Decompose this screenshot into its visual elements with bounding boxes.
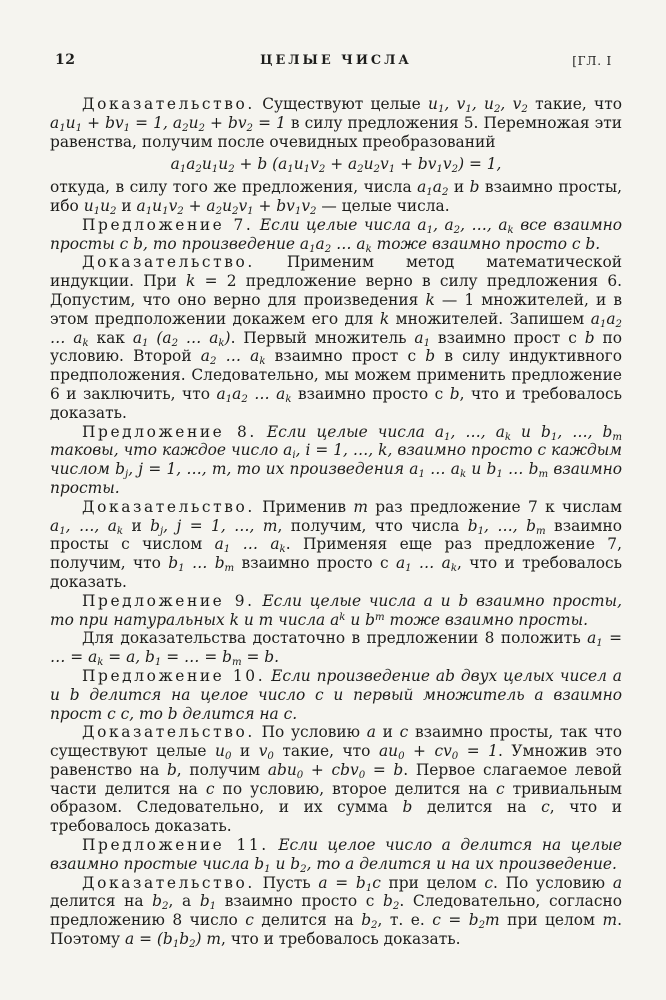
text-run: взаимно прост с — [265, 347, 426, 366]
text-run: k — [186, 272, 196, 291]
text-run: $a_2$ … $a_k$ — [200, 347, 266, 368]
text-run: c — [484, 873, 494, 892]
text-run: . Поэтому — [50, 911, 622, 949]
text-run: Применим метод математической индукции. При — [50, 253, 622, 291]
text-run: — 1 множителей, и в этом предположении докажем его для — [50, 290, 623, 328]
text-run: и — [448, 178, 470, 197]
heading-run: Предложение 9. — [82, 591, 255, 610]
text-run: $a_1$ … $a_k$ — [214, 535, 286, 556]
text-run: , что и требовалось доказать. — [50, 554, 623, 591]
heading-run: Предложение 7. — [82, 215, 254, 234]
text-run: m — [602, 911, 618, 930]
text-run: $b_1$, …, $b_m$ — [467, 516, 546, 537]
paragraph — [50, 629, 622, 667]
text-run: множителей. Запишем — [389, 309, 591, 328]
text-run: $a_1a_2u_1u_2 + b$ $(a_1u_1v_2 + a_2u_2v_1 + bv_1v_2) = 1$, — [170, 155, 502, 176]
text-run: при целом — [380, 873, 485, 892]
heading-run: Доказательство. — [82, 723, 255, 742]
text-run: делится на — [50, 892, 153, 911]
text-run: c — [205, 779, 215, 798]
text-run: abu$_0$ + cbv$_0$ = b — [267, 760, 404, 781]
text-run: при целом — [499, 911, 603, 930]
text-run: $a_1u_1v_2 + a_2u_2v_1 + bv_1v_2$ — [136, 196, 317, 217]
text-run: и — [375, 723, 400, 742]
paragraph — [50, 253, 622, 422]
text-run: . Первое слагаемое левой части делится на — [50, 760, 622, 798]
heading-run: Доказательство. — [82, 95, 255, 113]
text-run: — целые числа. — [316, 196, 450, 215]
text-run: взаимно просты, так что существуют целые — [50, 723, 622, 761]
text-run: . Первый множитель — [230, 328, 415, 347]
text-run: $a = (b_1b_2)$ m — [125, 930, 222, 950]
text-run: , что и требовалось доказать. — [50, 798, 623, 836]
text-run: Пусть — [254, 873, 319, 892]
text-run: в силу индуктивного предположения. Следовательно, мы можем применить предложение 6 и заключить, что — [50, 347, 623, 403]
text-run: тривиальным образом. Следовательно, и их сумма — [50, 779, 622, 817]
chapter-mark: [ГЛ. I — [572, 54, 612, 68]
text-run: взаимно просты, ибо — [50, 178, 623, 215]
text-run: , что и требовалось доказать. — [50, 384, 622, 422]
text-run: c — [495, 779, 505, 798]
text-run: $b_2$ — [361, 911, 378, 932]
text-run: взаимно просто с — [234, 554, 396, 573]
text-run: $a_1$, …, $a_k$ — [50, 516, 124, 537]
text-run: Если целые числа $a_1$, $a_2$, …, $a_k$ все взаимно просты с b, то произведение $a_1a_2$ … $a_k$ тоже взаимно просто с b. — [50, 215, 622, 255]
text-run: и — [123, 516, 151, 535]
text-run: k — [425, 290, 435, 309]
text-run: $a_1$ — [414, 328, 431, 349]
text-run: $u_0$ — [215, 742, 232, 762]
text-run: взаимно просты с числом — [50, 516, 623, 554]
text-run: по условию, второе делится на — [214, 779, 496, 798]
text-run: . По условию — [493, 873, 613, 892]
text-run: в силу предложения 5. Перемножая эти равенства, получим после очевидных преобразований — [50, 113, 623, 151]
text-run: $b_2$ — [383, 892, 400, 913]
text-run: $a_1a_2$ … $a_k$ — [216, 384, 292, 405]
text-run: Если целое число a делится на целые взаимно простые числа $b_1$ и $b_2$, то a делится и на их произведение. — [50, 836, 622, 875]
text-run: Если произведение ab двух целых чисел a и b делится на целое число c и первый множитель a взаимно прост с c, то b делится на c. — [50, 666, 622, 723]
paragraph — [50, 836, 622, 874]
text-run: $a_1a_2$ … $a_k$ — [50, 309, 622, 349]
text-run: , что и требовалось доказать. — [221, 930, 461, 949]
text-run: $b_2$ — [152, 892, 169, 913]
text-run: $a_1$ … $a_k$ — [395, 554, 457, 574]
text-run: a — [366, 723, 376, 742]
text-run: Если целые числа a и b взаимно просты, то при натуральных k и m числа $a^k$ и $b^m$ тоже взаимно просты. — [50, 591, 622, 629]
text-run: $b_1$ — [199, 892, 217, 913]
text-run: , получим — [176, 760, 268, 779]
text-run: , т. е. — [377, 911, 433, 930]
paragraph — [50, 216, 622, 254]
text-run: b — [166, 760, 177, 779]
text-run: Применив — [254, 497, 354, 516]
text-run: c — [245, 911, 254, 930]
text-run: делится на — [412, 798, 542, 817]
text-run: по условию. Второй — [50, 328, 622, 366]
paragraph — [50, 423, 622, 498]
text-run: b — [425, 347, 436, 366]
text-run: раз предложение 7 к числам — [367, 497, 623, 516]
heading-run: Доказательство. — [82, 873, 255, 892]
text-run: взаимно прост с — [430, 328, 585, 347]
heading-run: Предложение 8. — [82, 422, 257, 441]
text-run: . Следовательно, согласно предложению 8 число — [50, 892, 622, 930]
text-run: $c = b_2m$ — [432, 911, 500, 932]
text-run: c — [399, 723, 409, 742]
text-run: Для доказательства достаточно в предложении 8 положить — [82, 629, 588, 648]
heading-run: Предложение 10. — [82, 666, 266, 685]
text-run: $a_1a_2$ — [417, 178, 449, 199]
heading-run: Предложение 11. — [82, 836, 269, 855]
text-run: взаимно просто с — [291, 384, 450, 403]
text-run: , а — [168, 892, 200, 911]
text-run: $b_1$ … $b_m$ — [168, 554, 235, 574]
page-number: 12 — [55, 52, 76, 68]
text-run: k — [379, 309, 390, 328]
display-formula — [50, 151, 622, 178]
text-run: . Умножив это равенство на — [50, 742, 622, 779]
text-run: b — [469, 178, 480, 197]
paragraph — [50, 178, 622, 216]
text-run: По условию — [254, 723, 367, 742]
text-run: b — [449, 384, 460, 403]
text-run: . Применяя еще раз предложение 7, получим, что — [50, 535, 622, 573]
heading-run: Доказательство. — [82, 253, 255, 272]
text-run: такие, что — [527, 95, 622, 113]
text-run: $a_1$ ($a_2$ … $a_k$) — [132, 328, 231, 349]
text-run: такие, что — [273, 742, 379, 761]
paragraph — [50, 667, 622, 723]
paragraph — [50, 498, 622, 592]
text-run: Если целые числа $a_1$, …, $a_k$ и $b_1$, …, $b_m$ таковы, что каждое число $a_i$, i = 1, …, k, взаимно просто с каждым числом $b_j$, j = 1, …, m, то их произведения $a_1$ … $a_k$ и $b_1$ … $b_m$ взаимно просты. — [50, 422, 622, 497]
text-run: $a_1u_1 + bv_1 = 1$, $a_2u_2 + bv_2 = 1$ — [50, 113, 286, 134]
text-run: m — [353, 497, 368, 516]
page-header — [50, 52, 622, 72]
text-run: $au_0 + cv_0 = 1$ — [378, 742, 498, 762]
text-run: b — [584, 328, 595, 347]
text-run: Существуют целые — [254, 95, 429, 113]
text-run: , получим, что числа — [277, 516, 468, 535]
text-run: взаимно просто с — [216, 892, 384, 911]
paragraph — [50, 874, 622, 949]
paragraph — [50, 592, 622, 630]
text-run: откуда, в силу того же предложения, числа — [50, 178, 418, 197]
text-run: $b_j$, j = 1, …, m — [150, 516, 278, 537]
text-run: $u_1$, $v_1$, $u_2$, $v_2$ — [428, 95, 528, 115]
text-run: = 2 предложение верно в силу предложения 6. Допустим, что оно верно для произведения — [50, 272, 623, 309]
text-run: a — [612, 873, 622, 892]
paragraph — [50, 95, 622, 151]
text-run: $a_1$ = … = $a_k = a$, $b_1$ = … = $b_m = b$. — [50, 629, 622, 668]
running-title: ЦЕЛЫЕ ЧИСЛА — [260, 53, 412, 68]
text-run: $a = b_1c$ — [318, 873, 381, 894]
heading-run: Доказательство. — [82, 497, 255, 516]
text-run: как — [88, 328, 133, 347]
text-run: делится на — [253, 911, 362, 930]
text-run: и — [231, 742, 259, 761]
text-run: b — [402, 798, 413, 817]
text-run: c — [541, 798, 550, 817]
text-run: $u_1u_2$ — [83, 196, 117, 217]
page-body — [50, 95, 622, 949]
text-run: $v_0$ — [258, 742, 274, 762]
text-run: и — [116, 196, 137, 215]
paragraph — [50, 723, 622, 836]
